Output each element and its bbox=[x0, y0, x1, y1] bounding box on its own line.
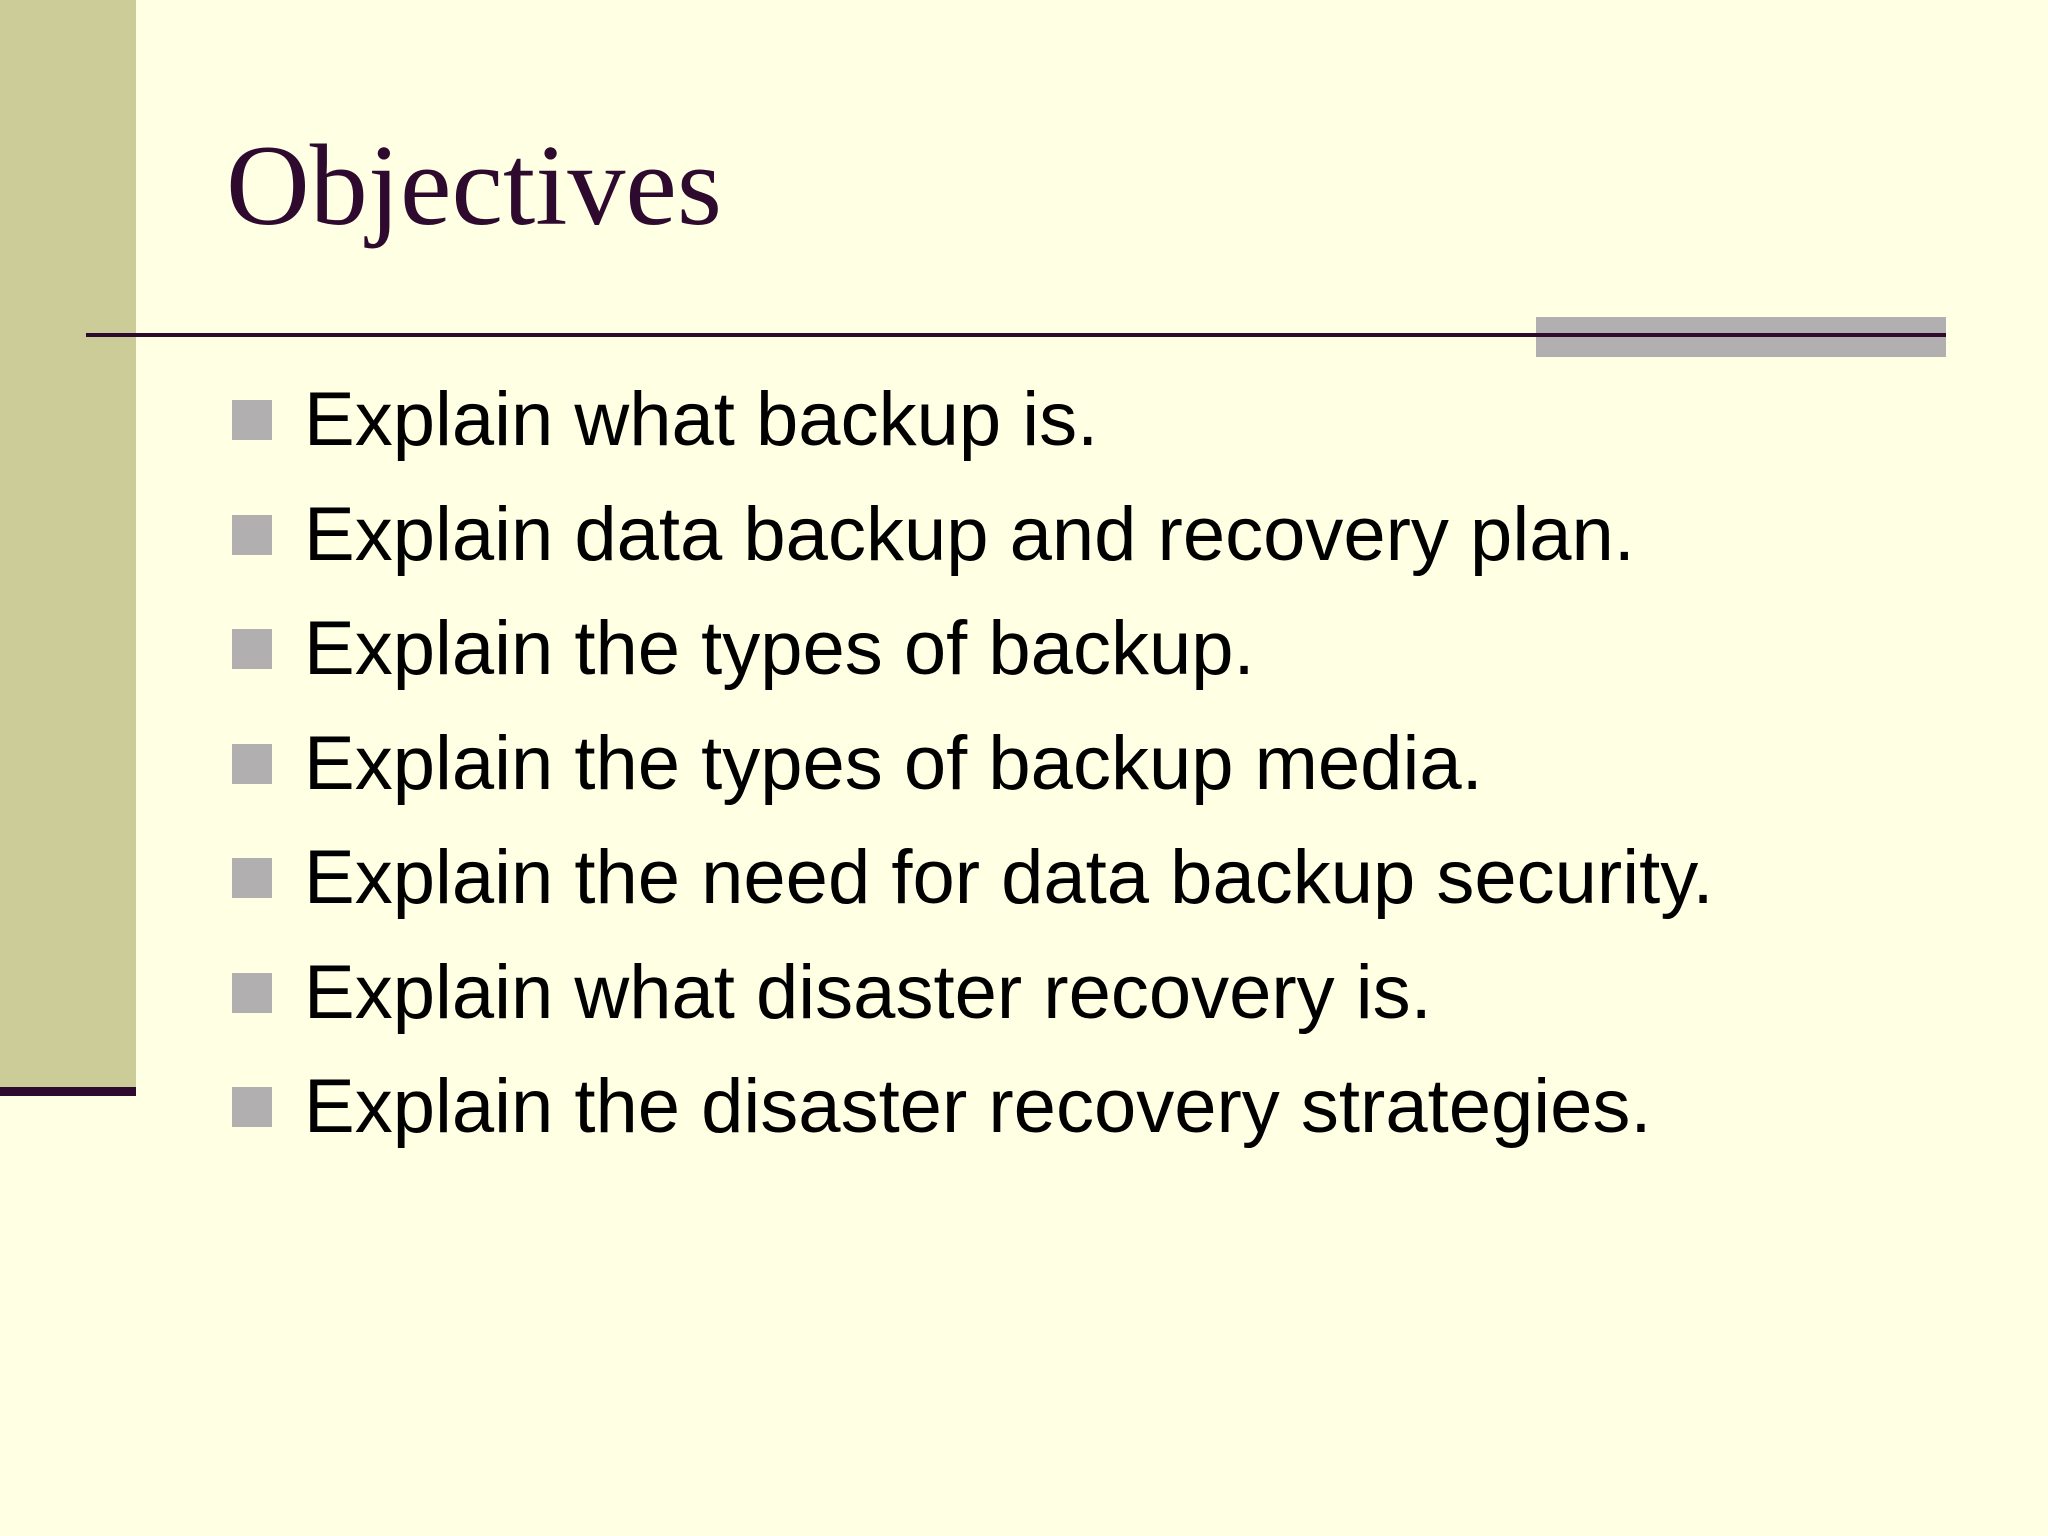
objective-text: Explain the types of backup. bbox=[304, 606, 1255, 692]
objective-item bbox=[232, 821, 1714, 936]
square-bullet-icon bbox=[232, 1087, 272, 1127]
objective-item bbox=[232, 478, 1714, 593]
left-accent-band bbox=[0, 0, 136, 1088]
objective-text: Explain the disaster recovery strategies. bbox=[304, 1064, 1652, 1150]
left-accent-underline bbox=[0, 1087, 136, 1096]
square-bullet-icon bbox=[232, 744, 272, 784]
square-bullet-icon bbox=[232, 400, 272, 440]
objective-item bbox=[232, 936, 1714, 1051]
title-rule-shadow bbox=[1536, 317, 1946, 357]
square-bullet-icon bbox=[232, 629, 272, 669]
objective-item bbox=[232, 707, 1714, 822]
title-rule bbox=[86, 333, 1946, 337]
square-bullet-icon bbox=[232, 973, 272, 1013]
square-bullet-icon bbox=[232, 858, 272, 898]
objective-text: Explain data backup and recovery plan. bbox=[304, 491, 1635, 577]
objective-item bbox=[232, 363, 1714, 478]
objective-text: Explain the types of backup media. bbox=[304, 720, 1483, 806]
objective-text: Explain the need for data backup security. bbox=[304, 835, 1714, 921]
objective-item bbox=[232, 1050, 1714, 1165]
square-bullet-icon bbox=[232, 515, 272, 555]
objective-text: Explain what backup is. bbox=[304, 377, 1099, 463]
objective-text: Explain what disaster recovery is. bbox=[304, 949, 1432, 1035]
objective-item bbox=[232, 592, 1714, 707]
slide-title: Objectives bbox=[226, 122, 723, 250]
objectives-list bbox=[232, 363, 1714, 1165]
